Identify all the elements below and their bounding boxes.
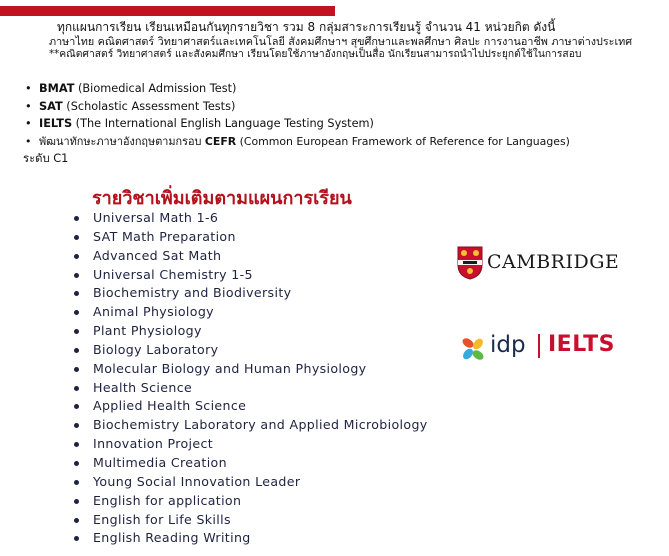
subject-label: Animal Physiology [93, 304, 214, 320]
bullet-icon: • [25, 134, 32, 148]
bullet-icon [74, 404, 79, 409]
list-item [74, 284, 428, 303]
bullet-icon: • [25, 82, 32, 95]
bullet-icon [74, 386, 79, 391]
bullet-icon [74, 480, 79, 485]
subject-label: Health Science [93, 379, 193, 395]
list-item [74, 397, 428, 416]
list-item [74, 322, 428, 341]
subject-label: Advanced Sat Math [93, 247, 222, 263]
bullet-icon [74, 367, 79, 372]
list-item [74, 209, 428, 228]
exam-name: IELTS [39, 117, 73, 131]
subject-label: Molecular Biology and Human Physiology [93, 360, 367, 376]
cambridge-wordmark: CAMBRIDGE [487, 251, 620, 273]
intro-line-3: **คณิตศาสตร์ วิทยาศาสตร์ และสังคมศึกษา เรียนโดยใช้ภาษาอังกฤษเป็นสื่อ นักเรียนสามารถนำไปประยุกต์ใช้ในการสอบ [49, 48, 582, 60]
bullet-icon [74, 348, 79, 353]
bullet-icon [74, 310, 79, 315]
exam-name: CEFR [204, 134, 237, 148]
ielts-wordmark: IELTS [548, 332, 615, 357]
bullet-icon [74, 442, 79, 447]
list-item [74, 511, 428, 530]
exam-name: BMAT [39, 82, 75, 95]
subject-label: Biology Laboratory [93, 341, 219, 357]
subject-label: English Reading Writing [93, 530, 251, 546]
bullet-icon [74, 536, 79, 541]
exam-prefix: พัฒนาทักษะภาษาอังกฤษตามกรอบ [39, 134, 205, 148]
subject-label: Universal Chemistry 1-5 [93, 266, 253, 282]
list-item [74, 266, 428, 285]
list-item [74, 416, 428, 435]
exam-desc: (Scholastic Assessment Tests) [62, 99, 236, 113]
list-item [74, 360, 428, 379]
exam-desc: (The International English Language Testing System) [72, 117, 374, 131]
exam-item-cefr [23, 133, 663, 151]
cambridge-logo [457, 246, 635, 282]
list-item [74, 228, 428, 247]
section-heading: รายวิชาเพิ่มเติมตามแผนการเรียน [92, 188, 352, 209]
bullet-icon: • [25, 99, 32, 113]
list-item [74, 454, 428, 473]
exam-name: SAT [39, 99, 63, 113]
idp-pinwheel-icon [458, 334, 488, 364]
list-item [74, 379, 428, 398]
subject-label: SAT Math Preparation [93, 228, 236, 244]
logo-divider [538, 334, 540, 358]
bullet-icon [74, 499, 79, 504]
exam-desc: (Common European Framework of Reference for Languages) [236, 134, 570, 148]
subject-label: English for Life Skills [93, 511, 231, 527]
bullet-icon [74, 273, 79, 278]
exam-item-ielts [23, 115, 663, 133]
subject-label: English for application [93, 492, 242, 508]
exam-desc: (Biomedical Admission Test) [74, 82, 237, 95]
subject-label: Biochemistry Laboratory and Applied Microbiology [93, 417, 428, 433]
list-item [74, 529, 428, 548]
list-item [74, 303, 428, 322]
subject-label: Multimedia Creation [93, 454, 227, 470]
exam-list [23, 80, 663, 168]
cambridge-shield-icon [457, 246, 483, 280]
bullet-icon [74, 254, 79, 259]
subject-label: Universal Math 1-6 [93, 210, 219, 225]
exam-level: ระดับ C1 [23, 152, 69, 166]
exam-item-sat [23, 98, 663, 116]
list-item [74, 492, 428, 511]
bullet-icon [74, 329, 79, 334]
intro-text [49, 20, 657, 62]
bullet-icon [74, 518, 79, 523]
red-header-bar [0, 6, 335, 16]
list-item [74, 435, 428, 454]
bullet-icon [74, 216, 79, 221]
bullet-icon [74, 291, 79, 296]
bullet-icon [74, 423, 79, 428]
exam-item-bmat [23, 80, 663, 98]
idp-wordmark: idp [490, 332, 526, 358]
bullet-icon [74, 235, 79, 240]
bullet-icon [74, 461, 79, 466]
idp-ielts-logo [458, 330, 628, 364]
list-item [74, 473, 428, 492]
subject-label: Young Social Innovation Leader [93, 473, 301, 489]
subject-label: Plant Physiology [93, 323, 202, 339]
bullet-icon: • [25, 117, 32, 131]
list-item [74, 341, 428, 360]
subject-label: Innovation Project [93, 436, 214, 452]
list-item [74, 247, 428, 266]
intro-line-1: ทุกแผนการเรียน เรียนเหมือนกันทุกรายวิชา รวม 8 กลุ่มสาระการเรียนรู้ จำนวน 41 หน่วยกิต ดังนี้ [57, 20, 556, 34]
intro-line-2: ภาษาไทย คณิตศาสตร์ วิทยาศาสตร์และเทคโนโลยี สังคมศึกษาฯ สุขศึกษาและพลศึกษา ศิลปะ การงานอาชีพ ภาษาต่างประเทศ [49, 34, 633, 48]
subject-label: Biochemistry and Biodiversity [93, 285, 292, 301]
subject-list [74, 209, 428, 548]
subject-label: Applied Health Science [93, 398, 247, 414]
